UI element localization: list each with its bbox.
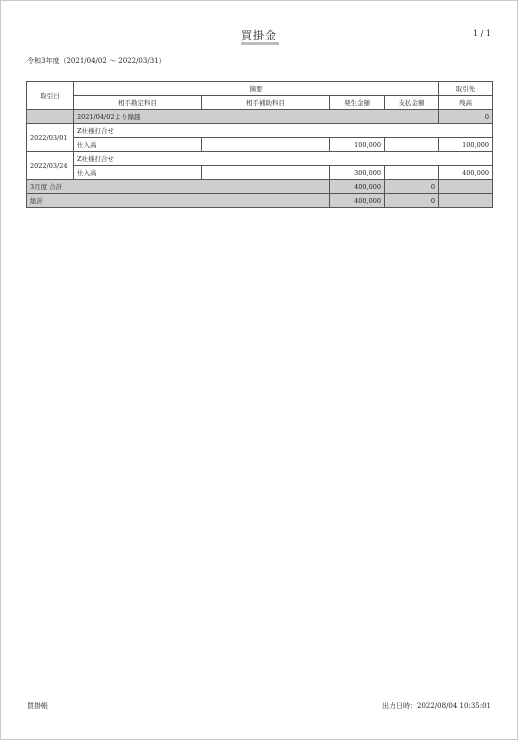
entry-summary: Z社様打合せ	[74, 152, 493, 166]
header-credit: 支払金額	[385, 96, 439, 110]
entry-credit	[385, 166, 439, 180]
entry-detail-row	[27, 138, 493, 152]
entry-debit: 100,000	[330, 138, 385, 152]
entry-account: 仕入高	[74, 138, 202, 152]
month-total-row	[27, 180, 493, 194]
header-balance: 残高	[439, 96, 493, 110]
header-row-1	[27, 82, 493, 96]
header-date: 取引日	[27, 82, 74, 110]
entry-summary: Z社様打合せ	[74, 124, 493, 138]
entry-row	[27, 124, 493, 138]
page-number: 1 / 1	[473, 29, 491, 38]
grand-total-label: 総計	[27, 194, 330, 208]
entry-detail-row	[27, 166, 493, 180]
month-total-label: 3月度 合計	[27, 180, 330, 194]
output-timestamp: 出力日時：2022/08/04 10:35:01	[381, 702, 491, 710]
header-debit: 発生金額	[330, 96, 385, 110]
entry-balance: 400,000	[439, 166, 493, 180]
month-total-credit: 0	[385, 180, 439, 194]
report-name: 買掛帳	[27, 702, 48, 710]
grand-total-row	[27, 194, 493, 208]
month-total-debit: 400,000	[330, 180, 385, 194]
grand-total-debit: 400,000	[330, 194, 385, 208]
header-counter-account: 相手勘定科目	[74, 96, 202, 110]
entry-date: 2022/03/01	[27, 124, 74, 152]
header-counter-sub-account: 相手補助科目	[202, 96, 330, 110]
report-title: 買掛金	[241, 29, 277, 42]
entry-date: 2022/03/24	[27, 152, 74, 180]
entry-debit: 300,000	[330, 166, 385, 180]
fiscal-period: 令和3年度（2021/04/02 ～ 2022/03/31）	[27, 57, 166, 65]
carryover-balance: 0	[439, 110, 493, 124]
header-partner: 取引先	[439, 82, 493, 96]
entry-sub-account	[202, 138, 330, 152]
entry-account: 仕入高	[74, 166, 202, 180]
entry-row	[27, 152, 493, 166]
entry-sub-account	[202, 166, 330, 180]
entry-balance: 100,000	[439, 138, 493, 152]
carryover-label: 2021/04/02より繰越	[74, 110, 439, 124]
grand-total-credit: 0	[385, 194, 439, 208]
ledger-table	[26, 81, 493, 208]
header-row-2	[27, 96, 493, 110]
header-summary: 摘要	[74, 82, 439, 96]
entry-credit	[385, 138, 439, 152]
carryover-row	[27, 110, 493, 124]
title-underline	[241, 42, 279, 45]
